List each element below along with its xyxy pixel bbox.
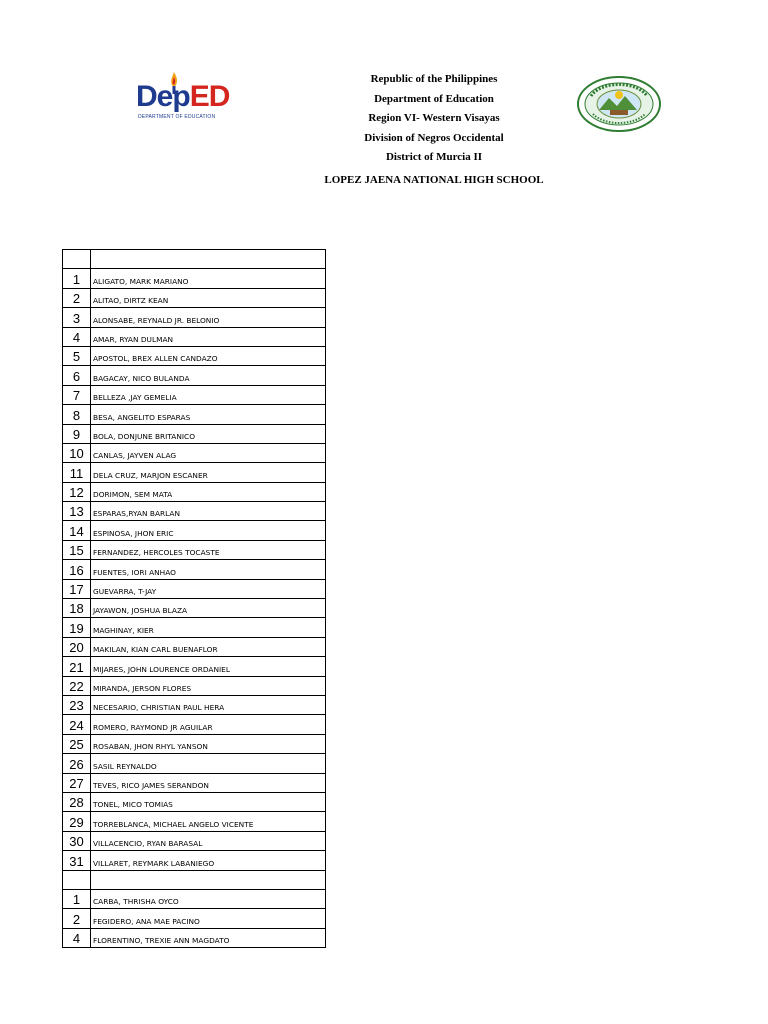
table-row xyxy=(63,579,326,598)
letterhead xyxy=(300,72,568,170)
row-number: 10 xyxy=(63,443,91,462)
student-name: FUENTES, IORI ANHAO xyxy=(91,560,326,579)
table-row xyxy=(63,812,326,831)
header-line-republic: Republic of the Philippines xyxy=(370,73,498,85)
row-number: 20 xyxy=(63,637,91,656)
header-line-region: Region VI- Western Visayas xyxy=(368,112,500,124)
row-number: 1 xyxy=(63,269,91,288)
table-row xyxy=(63,754,326,773)
student-name: MAKILAN, KIAN CARL BUENAFLOR xyxy=(91,637,326,656)
table-row xyxy=(63,773,326,792)
student-roster-table xyxy=(62,249,326,948)
table-row xyxy=(63,792,326,811)
student-name: BAGACAY, NICO BULANDA xyxy=(91,366,326,385)
separator-cell xyxy=(91,870,326,889)
table-row xyxy=(63,424,326,443)
table-row xyxy=(63,715,326,734)
header-line-district: District of Murcia II xyxy=(385,151,483,163)
header-line-department: Department of Education xyxy=(374,92,494,105)
table-row xyxy=(63,657,326,676)
row-number: 14 xyxy=(63,521,91,540)
row-number: 31 xyxy=(63,851,91,870)
row-number: 22 xyxy=(63,676,91,695)
row-number: 19 xyxy=(63,618,91,637)
table-row xyxy=(63,308,326,327)
header-cell-number xyxy=(63,250,91,269)
student-name: BELLEZA ,JAY GEMELIA xyxy=(91,385,326,404)
student-name: VILLACENCIO, RYAN BARASAL xyxy=(91,831,326,850)
row-number: 12 xyxy=(63,482,91,501)
student-name: FEGIDERO, ANA MAE PACINO xyxy=(91,909,326,928)
student-name: FLORENTINO, TREXIE ANN MAGDATO xyxy=(91,928,326,947)
row-number: 8 xyxy=(63,405,91,424)
row-number: 4 xyxy=(63,327,91,346)
table-row xyxy=(63,443,326,462)
table-row xyxy=(63,540,326,559)
student-name: BOLA, DONJUNE BRITANICO xyxy=(91,424,326,443)
row-number: 2 xyxy=(63,909,91,928)
student-name: TONEL, MICO TOMIAS xyxy=(91,792,326,811)
student-name: GUEVARRA, T-JAY xyxy=(91,579,326,598)
separator-cell xyxy=(63,870,91,889)
row-number: 11 xyxy=(63,463,91,482)
table-row xyxy=(63,599,326,618)
deped-logo xyxy=(136,72,230,124)
student-name: MAGHINAY, KIER xyxy=(91,618,326,637)
table-row xyxy=(63,405,326,424)
table-row xyxy=(63,521,326,540)
student-name: VILLARET, REYMARK LABANIEGO xyxy=(91,851,326,870)
table-row xyxy=(63,288,326,307)
row-number: 21 xyxy=(63,657,91,676)
student-name: FERNANDEZ, HERCOLES TOCASTE xyxy=(91,540,326,559)
student-name: ROSABAN, JHON RHYL YANSON xyxy=(91,734,326,753)
student-name: ESPINOSA, JHON ERIC xyxy=(91,521,326,540)
student-name: ESPARAS,RYAN BARLAN xyxy=(91,502,326,521)
table-row xyxy=(63,909,326,928)
header-cell-name xyxy=(91,250,326,269)
table-row xyxy=(63,327,326,346)
student-name: DORIMON, SEM MATA xyxy=(91,482,326,501)
student-name: NECESARIO, CHRISTIAN PAUL HERA xyxy=(91,695,326,714)
table-row xyxy=(63,366,326,385)
row-number: 29 xyxy=(63,812,91,831)
row-number: 13 xyxy=(63,502,91,521)
deped-subtitle: DEPARTMENT OF EDUCATION xyxy=(138,114,216,120)
table-row xyxy=(63,502,326,521)
student-name: DELA CRUZ, MARJON ESCANER xyxy=(91,463,326,482)
table-row xyxy=(63,695,326,714)
table-row xyxy=(63,618,326,637)
table-header-row xyxy=(63,250,326,269)
table-row xyxy=(63,851,326,870)
separator-row xyxy=(63,870,326,889)
row-number: 24 xyxy=(63,715,91,734)
row-number: 4 xyxy=(63,928,91,947)
row-number: 15 xyxy=(63,540,91,559)
row-number: 17 xyxy=(63,579,91,598)
table-row xyxy=(63,560,326,579)
row-number: 5 xyxy=(63,346,91,365)
row-number: 26 xyxy=(63,754,91,773)
student-name: SASIL REYNALDO xyxy=(91,754,326,773)
header-line-division: Division of Negros Occidental xyxy=(364,131,504,144)
student-name: MIJARES, JOHN LOURENCE ORDANIEL xyxy=(91,657,326,676)
table-row xyxy=(63,676,326,695)
student-name: ALIGATO, MARK MARIANO xyxy=(91,269,326,288)
row-number: 30 xyxy=(63,831,91,850)
table-row xyxy=(63,889,326,908)
table-row xyxy=(63,831,326,850)
table-row xyxy=(63,346,326,365)
row-number: 16 xyxy=(63,560,91,579)
row-number: 23 xyxy=(63,695,91,714)
student-name: ALONSABE, REYNALD JR. BELONIO xyxy=(91,308,326,327)
row-number: 9 xyxy=(63,424,91,443)
row-number: 2 xyxy=(63,288,91,307)
student-name: CARBA, THRISHA OYCO xyxy=(91,889,326,908)
school-name: LOPEZ JAENA NATIONAL HIGH SCHOOL xyxy=(324,174,544,186)
table-row xyxy=(63,385,326,404)
row-number: 27 xyxy=(63,773,91,792)
school-seal-icon xyxy=(577,76,661,132)
row-number: 25 xyxy=(63,734,91,753)
table-row xyxy=(63,482,326,501)
table-row xyxy=(63,463,326,482)
deped-wordmark: DepED xyxy=(136,80,230,113)
student-name: TORREBLANCA, MICHAEL ANGELO VICENTE xyxy=(91,812,326,831)
student-name: TEVES, RICO JAMES SERANDON xyxy=(91,773,326,792)
row-number: 7 xyxy=(63,385,91,404)
student-name: JAYAWON, JOSHUA BLAZA xyxy=(91,599,326,618)
row-number: 6 xyxy=(63,366,91,385)
student-name: CANLAS, JAYVEN ALAG xyxy=(91,443,326,462)
student-name: ALITAO, DIRTZ KEAN xyxy=(91,288,326,307)
row-number: 3 xyxy=(63,308,91,327)
student-name: BESA, ANGELITO ESPARAS xyxy=(91,405,326,424)
student-name: ROMERO, RAYMOND JR AGUILAR xyxy=(91,715,326,734)
student-name: APOSTOL, BREX ALLEN CANDAZO xyxy=(91,346,326,365)
table-row xyxy=(63,637,326,656)
student-name: MIRANDA, JERSON FLORES xyxy=(91,676,326,695)
row-number: 18 xyxy=(63,599,91,618)
student-name: AMAR, RYAN DULMAN xyxy=(91,327,326,346)
row-number: 28 xyxy=(63,792,91,811)
table-row xyxy=(63,269,326,288)
row-number: 1 xyxy=(63,889,91,908)
table-row xyxy=(63,928,326,947)
table-row xyxy=(63,734,326,753)
